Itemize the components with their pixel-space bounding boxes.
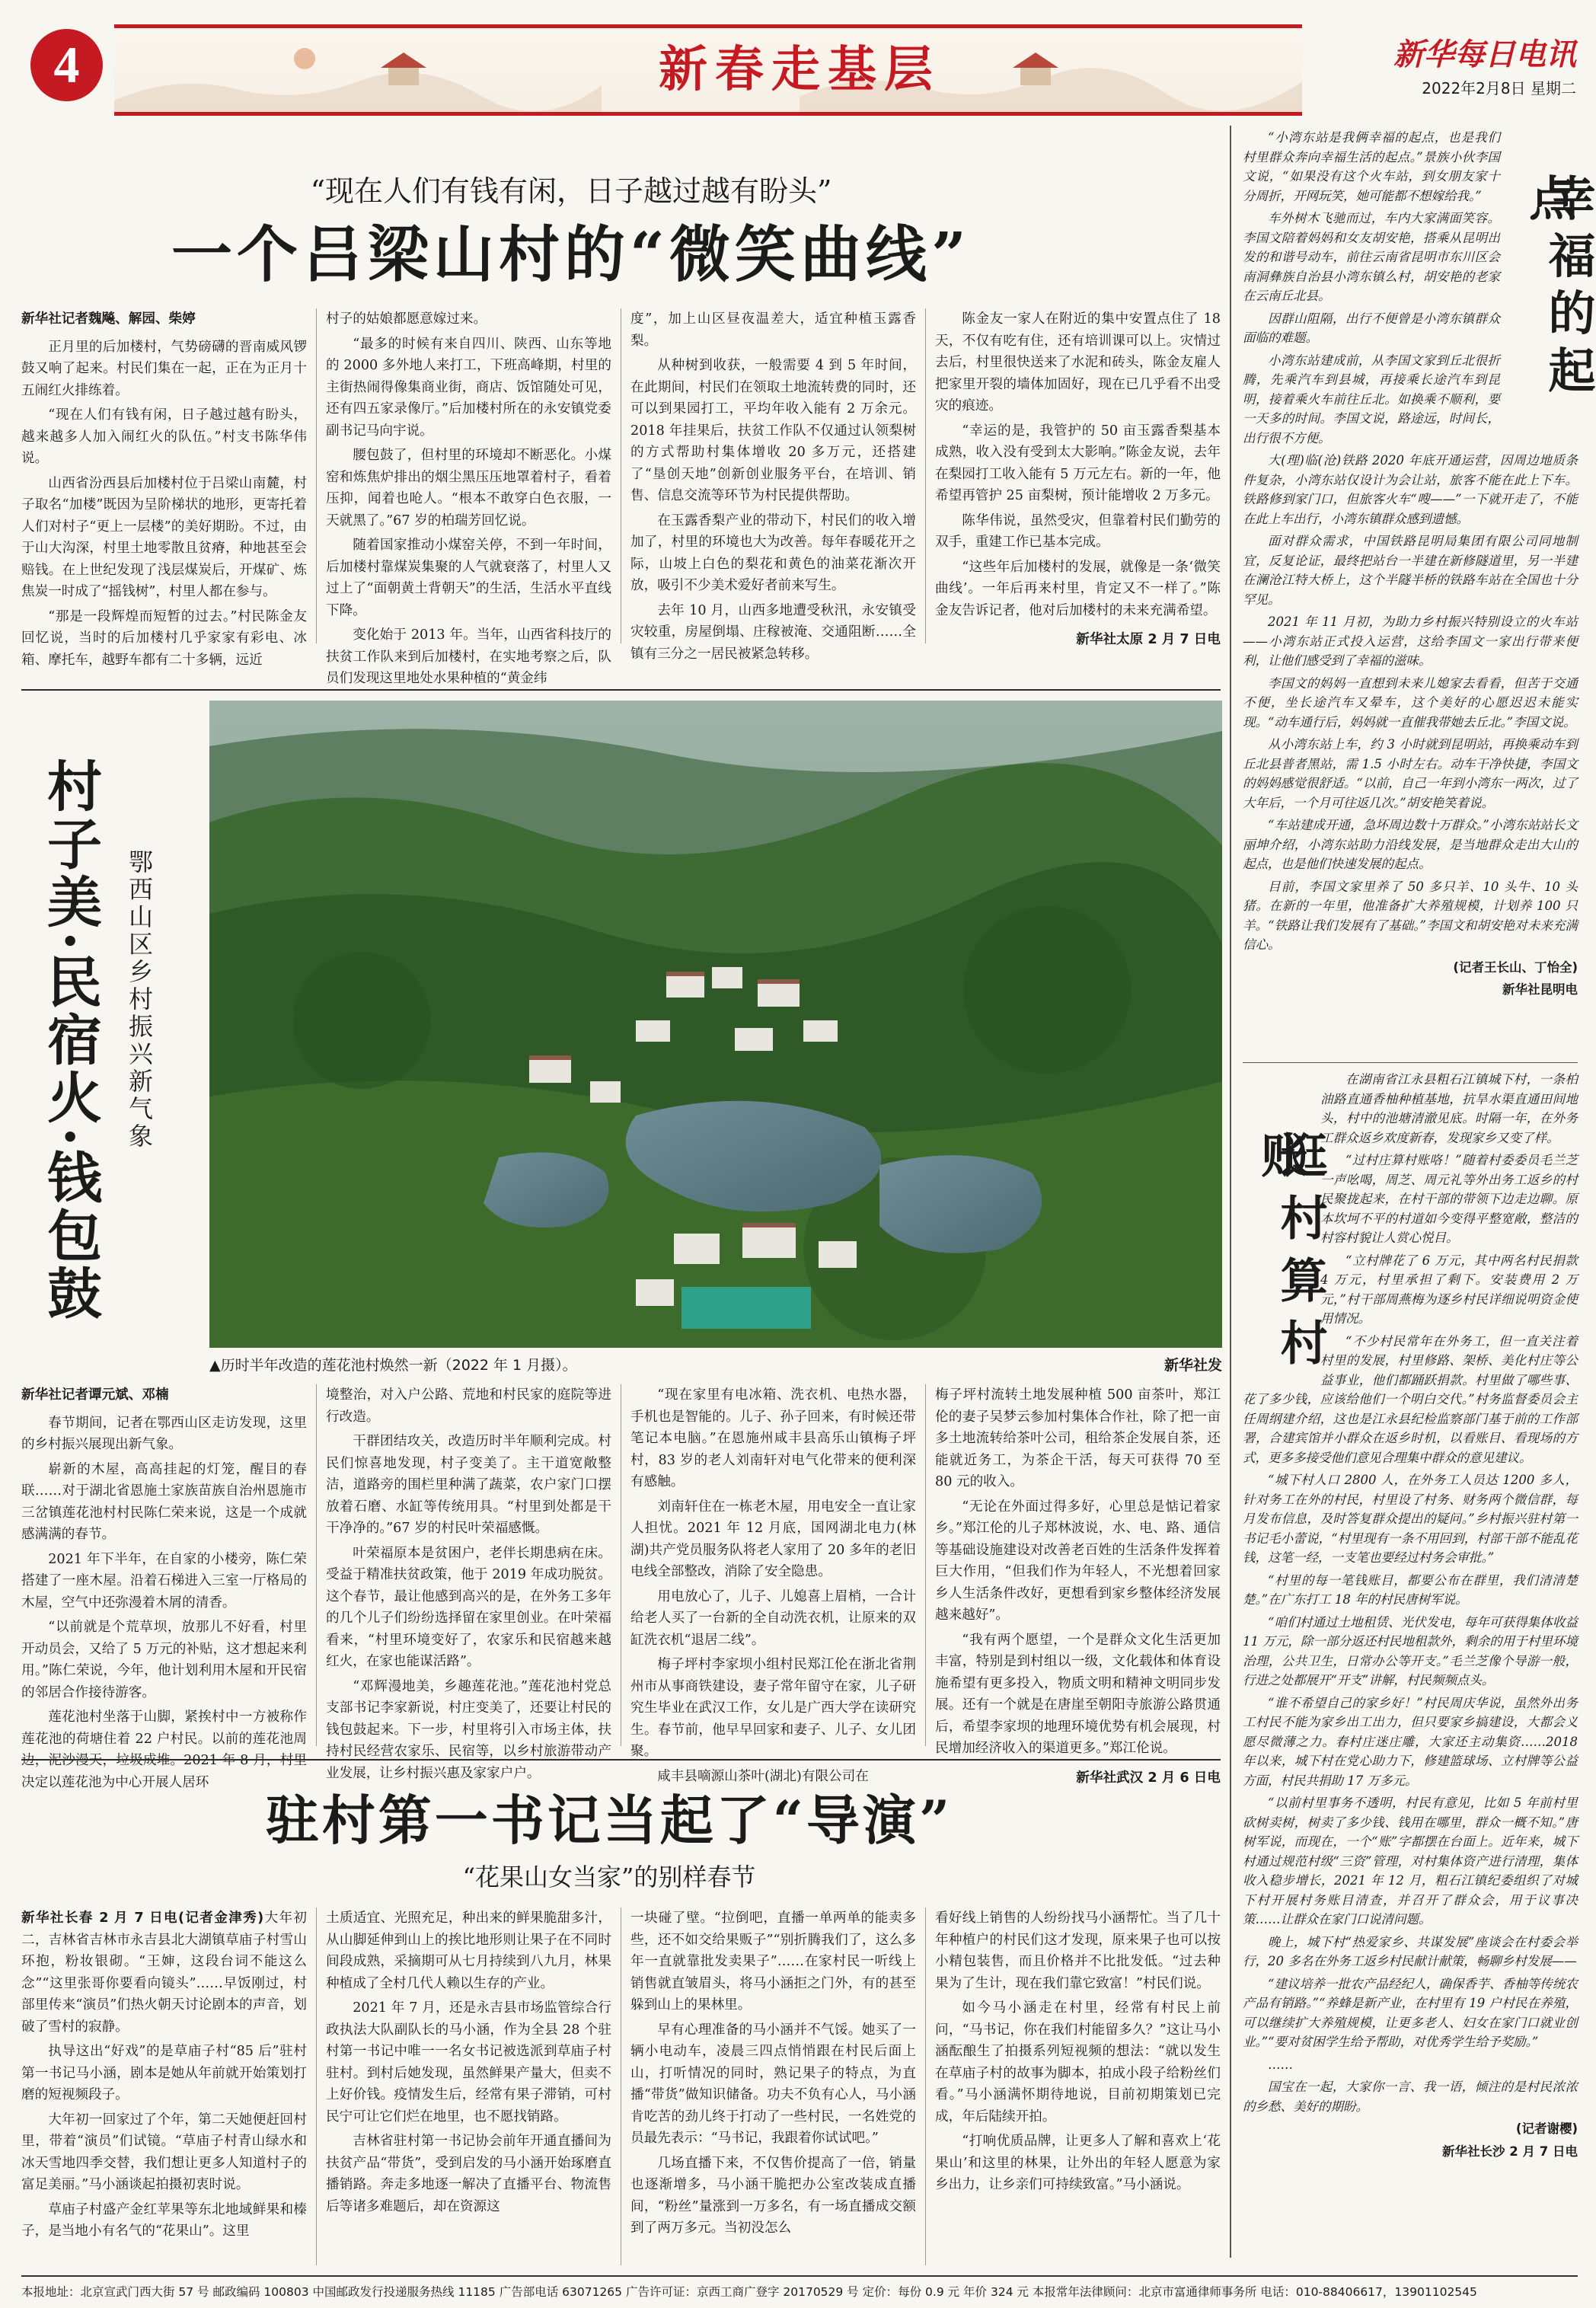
paragraph: 李国文的妈妈一直想到未来儿媳家去看看，但苦于交通不便，坐长途汽车又晕车，这个美好的心愿迟迟未能实现。“动车通行后，妈妈就一直催我带她去丘北。”李国文说。 xyxy=(1243,675,1578,729)
paragraph: 境整治，对入户公路、荒地和村民家的庭院等进行改造。 xyxy=(326,1387,611,1425)
paragraph: 土质适宜、光照充足，种出来的鲜果脆甜多汁，从山脚延伸到山上的挨比地形则让果子在不同时间段成熟，采摘期可从七月持续到八九月，林果种植成了全村几代人赖以生存的产业。 xyxy=(326,1911,611,1991)
section-divider xyxy=(1243,1062,1578,1063)
article3-kicker: “花果山女当家”的别样春节 xyxy=(462,1863,756,1891)
article2-column-4 xyxy=(935,1384,1221,1786)
issue-date: 2022年2月8日 星期二 xyxy=(1422,79,1576,97)
paragraph: 2021 年 11 月初，为助力乡村振兴特别设立的火车站——小湾东站正式投入运营，这给李国文一家出行带来便利，让他们感受到了幸福的滋味。 xyxy=(1243,615,1578,668)
paragraph: 村子的姑娘都愿意嫁过来。 xyxy=(326,311,487,327)
paragraph: 去年 10 月，山西多地遭受秋汛，永安镇受灾较重，房屋倒塌、庄稼被淹、交通阻断……全镇有三分之一居民被紧急转移。 xyxy=(630,602,916,662)
article1-byline: 新华社记者魏飚、解园、柴婷 xyxy=(21,311,196,327)
paragraph: 变化始于 2013 年。当年，山西省科技厅的扶贫工作队来到后加楼村，在实地考察之后，队员们发现这里地处水果种植的“黄金纬 xyxy=(326,627,611,686)
paragraph: 随着国家推动小煤窑关停，不到一年时间，后加楼村靠煤炭集聚的人气就衰落了，村里人又过上了“面朝黄土背朝天”的生活，生活水平直线下降。 xyxy=(326,538,611,618)
sidebar1-dateline: 新华社昆明电 xyxy=(1502,982,1578,997)
paragraph: “车站建成开通，急坏周边数十万群众。”小湾东站站长文丽坤介绍，小湾东站助力沿线发展，是当地群众走出大山的起点，也是他们快速发展的起点。 xyxy=(1243,818,1578,871)
article1-kicker: “现在人们有钱有闲，日子越过越有盼头” xyxy=(310,174,832,208)
column-divider xyxy=(316,1907,317,2265)
paragraph: “邓辉漫地美，乡趣莲花池。”莲花池村党总支部书记李家新说，村庄变美了，还要让村民的钱包鼓起来。下一步，村里将引入市场主体，扶持村民经营农家乐、民宿等，以乡村旅游带动产业发展，让乡村振兴惠及家家户户。 xyxy=(326,1678,611,1781)
paragraph: 度”，加上山区昼夜温差大，适宜种植玉露香梨。 xyxy=(630,311,916,349)
paragraph: 山西省汾西县后加楼村位于吕梁山南麓，村子取名“加楼”既因为呈阶梯状的地形，更寄托着人们对村子“更上一层楼”的美好期盼。不过，由于山大沟深，村里土地零散且贫瘠，种地甚至会赔钱。在上世纪发现了浅层煤炭后，开煤矿、炼焦炭一时成了“摇钱树”，村里人都在参与。 xyxy=(21,475,307,599)
paragraph: “过村庄算村账咯！”随着村委委员毛兰芝一声吆喝，周芝、周元礼等外出务工返乡的村民聚拢起来，在村干部的带领下边走边聊。原本坎坷不平的村道如今变得平整宽敞，整洁的村容村貌让人赏心悦目。 xyxy=(1320,1153,1578,1245)
paragraph: 干群团结攻关，改造历时半年顺利完成。村民们惊喜地发现，村子变美了。主干道宽敞整洁，道路旁的围栏里种满了蔬菜，农户家门口摆放着石磨、水缸等传统用具。“村里到处都是干干净净的。”67 岁的村民叶荣福感慨。 xyxy=(326,1434,611,1536)
paragraph: “现在家里有电冰箱、洗衣机、电热水器，手机也是智能的。儿子、孙子回来，有时候还带笔记本电脑。”在恩施州咸丰县高乐山镇梅子坪村，83 岁的老人刘南轩对电气化带来的便利深有感触。 xyxy=(630,1387,916,1489)
sidebar1-body xyxy=(1243,128,1596,1053)
paragraph: “那是一段辉煌而短暂的过去。”村民陈金友回忆说，当时的后加楼村几乎家家有彩电、冰箱、摩托车，越野车都有二十多辆，远近 xyxy=(21,608,307,668)
paragraph: 一块碰了壁。“拉倒吧，直播一单两单的能卖多些，还不如交给果贩子”“别折腾我们了，这么多年一直就靠批发卖果子”……在家村民一听线上销售就直皱眉头，将马小涵拒之门外，有的甚至躲到山上的果林里。 xyxy=(630,1911,916,2013)
paragraph: 腰包鼓了，但村里的环境却不断恶化。小煤窑和炼焦炉排出的烟尘黑压压地罩着村子，看着压抑，闻着也呛人。“根本不敢穿白色衣服，一天就黑了。”67 岁的柏瑞芳回忆说。 xyxy=(326,448,611,528)
paragraph: 叶荣福原本是贫困户，老伴长期患病在床。受益于精准扶贫政策，他于 2019 年成功脱贫。这个春节，最让他感到高兴的是，在外务工多年的几个儿子们纷纷选择留在家里创业。在叶荣福看来，“村里环境变好了，农家乐和民宿越来越红火，在家也能谋活路”。 xyxy=(326,1545,611,1669)
article3-column-4 xyxy=(935,1907,1221,2265)
paragraph: 执导这出“好戏”的是草庙子村“85 后”驻村第一书记马小涵，剧本是她从年前就开始策划打磨的短视频段子。 xyxy=(21,2044,307,2102)
village-aerial-photo xyxy=(209,701,1222,1348)
article1-column-3 xyxy=(630,308,916,662)
section-divider xyxy=(21,689,1221,691)
paragraph: “现在人们有钱有闲，日子越过越有盼头，越来越多人加入闹红火的队伍。”村支书陈华伟说。 xyxy=(21,407,307,466)
paragraph: “无论在外面过得多好，心里总是惦记着家乡。”郑江伦的儿子郑林波说，水、电、路、通信等基础设施建设对改善老百姓的生活条件发挥着巨大作用，“但我们作为年轻人，不光想着回家乡人生活条件改好，更想看到家乡整体经济发展越来越好”。 xyxy=(935,1499,1221,1623)
paragraph: 大(理)临(沧)铁路 2020 年底开通运营，因周边地质条件复杂，小湾东站仅设计为会让站，旅客不能在此上下车。铁路修到家门口，但旅客火车“嗖——”一下就开走了，不能在此上车出行，小湾东镇群众感到遗憾。 xyxy=(1243,453,1578,526)
article2-headline: 村子美·民宿火·钱包鼓 xyxy=(38,758,103,1323)
paragraph: 大年初一回家过了个年，第二天她便赶回村里，带着“演员”们试镜。“草庙子村青山绿水和冰天雪地四季交替，我们想让更多人知道村子的富足美丽。”马小涵谈起拍摄初衷时说。 xyxy=(21,2112,307,2192)
paragraph: 如今马小涵走在村里，经常有村民上前问，“马书记，你在我们村能留多久？”这让马小涵酝酿生了拍摄系列短视频的想法：“就以发生在草庙子村的故事为脚本，拍成小段子给粉丝们看。”马小涵满怀期待地说，目前初期策划已完成，年后陆续开拍。 xyxy=(935,2000,1221,2124)
photo-credit: 新华社发 xyxy=(1163,1357,1222,1374)
paragraph: 从种树到收获，一般需要 4 到 5 年时间，在此期间，村民们在领取土地流转费的同时，还可以到果园打工，平均年收入能有 2 万余元。2018 年挂果后，扶贫工作队不仅通过认领梨树的方式帮助村集体增收 20 多万元，还搭建了“垦创天地”创新创业服务平台，在培训、销售、信息交流等环节为村民提供帮助。 xyxy=(630,358,916,503)
paragraph: 用电放心了，儿子、儿媳喜上眉梢，一合计给老人买了一台新的全自动洗衣机，让原来的双缸洗衣机“退居二线”。 xyxy=(630,1588,916,1648)
paragraph: 莲花池村坐落于山脚，紧挨村中一方被称作莲花池的荷塘住着 22 户村民。以前的莲花池周边，泥沙漫天，垃圾成堆。2021 年 8 月，村里决定以莲花池为中心开展人居环 xyxy=(21,1709,307,1790)
page-number: 4 xyxy=(30,29,103,101)
footer-rule xyxy=(21,2275,1578,2277)
footer-info: 本报地址：北京宣武门西大街 57 号 邮政编码 100803 中国邮政发行投递服务热线 11185 广告部电话 63071265 广告许可证：京西工商广登字 20170529 号 定价：每份 0.9 元 年价 324 元 本报常年法律顾问：北京市富通律师事务所 电话：010-88406617，13901102545 xyxy=(21,2285,1477,2299)
paragraph: 在湖南省江永县粗石江镇城下村，一条柏油路直通香柚种植基地，抗旱水渠直通田间地头，村中的池塘清澈见底。时隔一年，在外务工群众返乡欢度新春，发现家乡又变了样。 xyxy=(1320,1072,1578,1145)
paragraph: 因群山阻隔，出行不便曾是小湾东镇群众面临的难题。 xyxy=(1243,311,1500,345)
article1-dateline: 新华社太原 2 月 7 日电 xyxy=(1076,632,1221,647)
sidebar2-headline: 逛村算村账 xyxy=(1253,1131,1328,1374)
article3-headline: 驻村第一书记当起了“导演” xyxy=(265,1789,953,1852)
article2-column-3 xyxy=(630,1384,916,1784)
column-divider xyxy=(925,308,926,643)
sidebar-divider xyxy=(1230,126,1231,2258)
article3-column-1 xyxy=(21,1907,307,2265)
paragraph: “建议培养一批农产品经纪人，确保香芋、香柚等传统农产品有销路。”“养蜂是新产业，在村里有 19 户村民在养殖，可以继续扩大养殖规模，让更多老人、妇女在家门口就业创业。”“要对贫困学生给予帮助，对优秀学生给予奖励。” xyxy=(1243,1976,1578,2049)
paragraph-text: 大年初二，吉林省吉林市永吉县北大湖镇草庙子村雪山环抱，粉妆银砌。“王婶，这段台词不能这么念”“这里张哥你要看向镜头”……早饭刚过，村部里传来“演员”们热火朝天讨论剧本的声音，划破了雪村的寂静。 xyxy=(21,1911,307,2035)
sidebar2-body xyxy=(1243,1070,1578,2265)
paragraph: 陈华伟说，虽然受灾，但靠着村民们勤劳的双手，重建工作已基本完成。 xyxy=(935,512,1221,550)
section-title: 新春走基层 xyxy=(659,41,940,98)
paragraph: 几场直播下来，不仅售价提高了一倍，销量也逐渐增多，马小涵干脆把办公室改装成直播间，“粉丝”量涨到一万多名，有一场直播成交额到了两万多元。当初没怎么 xyxy=(630,2155,916,2236)
paragraph: “以前就是个荒草坝，放那儿不好看，村里开动员会，又给了 5 万元的补贴，这才想起来利用。”陈仁荣说，今年，他计划利用木屋和开民宿的邻居合作接待游客。 xyxy=(21,1620,307,1700)
paragraph: 春节期间，记者在鄂西山区走访发现，这里的乡村振兴展现出新气象。 xyxy=(21,1415,307,1452)
article2-column-2 xyxy=(326,1384,611,1781)
paragraph: “这些年后加楼村的发展，就像是一条‘微笑曲线’。一年后再来村里，肯定又不一样了。”陈金友告诉记者，他对后加楼村的未来充满希望。 xyxy=(935,559,1221,618)
article2-dateline: 新华社武汉 2 月 6 日电 xyxy=(1076,1770,1221,1786)
sidebar1-headline: 幸福的起点 xyxy=(1521,174,1596,402)
article3-column-2 xyxy=(326,1907,611,2265)
paragraph: “村里的每一笔钱账目，都要公布在群里，我们清清楚楚。”在广东打工 18 年的村民唐树军说。 xyxy=(1243,1572,1578,1607)
paragraph: 在玉露香梨产业的带动下，村民们的收入增加了，村里的环境也大为改善。每年春暖花开之际，山坡上白色的梨花和黄色的油菜花渐次开放，吸引不少美术爱好者前来写生。 xyxy=(630,512,916,593)
article2-byline: 新华社记者谭元斌、邓楠 xyxy=(21,1387,169,1403)
paragraph: 目前，李国文家里养了 50 多只羊、10 头牛、10 头猪。在新的一年里，他准备扩大养殖规模，计划养 100 只羊。“铁路让我们发展有了基础。”李国文和胡安艳对未来充满信心。 xyxy=(1243,879,1578,952)
paragraph: “不少村民常年在外务工，但一直关注着村里的发展，村里修路、架桥、美化村庄等公益事业，他们都踊跃捐款。村里做了哪些事、花了多少钱，应该给他们一个明白交代。”村务监督委员会主任周纲建介绍，这也是江永县纪检监察部门基于前的工作部署，合建宾馆并小群众在返乡时机，以看账目、看现场的方式，更多多接受他们意见合理集中群众的意见建议。 xyxy=(1243,1333,1578,1465)
paragraph: “我有两个愿望，一个是群众文化生活更加丰富，特别是到村组以一级，文化载体和体育设施希望有更多投入，物质文明和精神文明同步发展。还有一个就是在唐崖至朝阳寺旅游公路贯通后，希望李家坝的地理环境优势有机会展现，村民增加经济收入的渠道更多。”郑江伦说。 xyxy=(935,1632,1221,1756)
paragraph: “以前村里事务不透明，村民有意见，比如 5 年前村里砍树卖树，树卖了多少钱、钱用在哪里，群众一概不知。”唐树军说，而现在，一个“账”字都摆在台面上。近年来，城下村通过规范村级“三资”管理，对村集体资产进行清理，集体收入稳步增长，2021 年 12 月，粗石江镇纪委组织了对城下村开展村务账目清查，并召开了群众会，用于议事决策……让群众在家门口说清问题。 xyxy=(1243,1796,1578,1927)
article1-column-2 xyxy=(326,308,611,686)
column-divider xyxy=(925,1907,926,2265)
article2-column-1 xyxy=(21,1384,307,1790)
sidebar2-dateline: 新华社长沙 2 月 7 日电 xyxy=(1442,2144,1578,2159)
paragraph: 晚上，城下村“热爱家乡、共谋发展”座谈会在村委会举行，20 多名在外务工返乡村民献计献策，畅聊乡村发展—— xyxy=(1243,1934,1578,1968)
paragraph: “谁不希望自己的家乡好！”村民周庆华说，虽然外出务工村民不能为家乡出工出力，但只要家乡搞建设，大都会义愿尽微薄之力。春村庄迷庄雕，大家还主动集资……2018 年以来，城下村在党心助力下，修建篮球场、立村牌等公益方面，村民共捐助 17 万多元。 xyxy=(1243,1695,1578,1788)
sidebar2-reporters: (记者谢樱) xyxy=(1515,2121,1578,2136)
paragraph: 梅子坪村流转土地发展种植 500 亩茶叶，郑江伦的妻子吴梦云参加村集体合作社，除了把一亩多土地流转给茶叶公司，租给茶企发展自茶，还能就近务工，为茶企干活，每天可获得 70 至 80 元的收入。 xyxy=(935,1387,1221,1489)
paragraph: 2021 年下半年，在自家的小楼旁，陈仁荣搭建了一座木屋。沿着石梯进入三室一厅格局的木屋，空气中还弥漫着木屑的清香。 xyxy=(21,1551,307,1610)
article3-column-3 xyxy=(630,1907,916,2265)
paragraph: 车外树木飞驰而过，车内大家满面笑容。李国文陪着妈妈和女友胡安艳，搭乘从昆明出发的和谐号动车，前往云南省昆明市东川区会南洞彝族自治县小湾东镇么村，胡安艳的老家在云南丘北县。 xyxy=(1243,211,1500,303)
paragraph: “幸运的是，我管护的 50 亩玉露香梨基本成熟，收入没有受到太大影响。”陈金友说，去年在梨园打工收入能有 5 万元左右。新的一年，他希望再管护 25 亩梨树，预计能增收 2 万多元。 xyxy=(935,423,1221,503)
paragraph: “咱们村通过土地租赁、光伏发电，每年可获得集体收益 11 万元，除一部分返还村民地租款外，剩余的用于村里环境治理，公共卫生，日常办公等开支。”毛兰芝像个导游一般，行进之处都展开“开支”讲解，村民频频点头。 xyxy=(1243,1614,1578,1687)
column-divider xyxy=(925,1384,926,1746)
photo-caption: ▲历时半年改造的莲花池村焕然一新（2022 年 1 月摄）。 xyxy=(209,1357,577,1374)
paragraph: 刘南轩住在一栋老木屋，用电安全一直让家人担忧。2021 年 12 月底，国网湖北电力(林湖)共产党员服务队将老人家用了 20 多年的老旧电线全部整改，消除了安全隐患。 xyxy=(630,1499,916,1579)
paragraph: 梅子坪村李家坝小组村民郑江伦在浙北省荆州市从事商铁建设，妻子常年留守在家，儿子研究生毕业在武汉工作，女儿是广西大学在读研究生。春节前，他早早回家和妻子、儿子、女儿团聚。 xyxy=(630,1657,916,1759)
article3-byline: 新华社长春 2 月 7 日电(记者金津秀) xyxy=(21,1911,264,1926)
column-divider xyxy=(316,1384,317,1746)
paragraph: 面对群众需求，中国铁路昆明局集团有限公司同地制宜，反复论证，最终把站台一半建在新修隧道里，另一半建在澜沧江特大桥上，这个半隧半桥的铁路车站在全国也十分罕见。 xyxy=(1243,534,1578,607)
paragraph: 看好线上销售的人纷纷找马小涵帮忙。当了几十年种植户的村民们这才发现，原来果子也可以按小精包装售，而且价格并不比批发低。“过去种果为了生计，现在我们靠它致富！”村民们说。 xyxy=(935,1911,1221,1991)
section-divider xyxy=(21,1759,1221,1761)
paragraph: “打响优质品牌，让更多人了解和喜欢上‘花果山’和这里的林果，让外出的年轻人愿意为家乡出力，让乡亲们可持续致富。”马小涵说。 xyxy=(935,2134,1221,2192)
column-divider xyxy=(316,308,317,643)
paragraph: 从小湾东站上车，约 3 小时就到昆明站，再换乘动车到丘北县普者黑站，需 1.5 小时左右。动车干净快捷，李国文的妈妈感觉很舒适。“以前，自己一年到小湾东一两次，过了大年后，一个月可往返几次。”胡安艳笑着说。 xyxy=(1243,737,1578,810)
paragraph: “城下村人口 2800 人，在外务工人员达 1200 多人，针对务工在外的村民，村里设了村务、财务两个微信群，每月发布信息，及时答复群众提出的疑问。”乡村振兴驻村第一书记毛小蕾说，“村里现有一条不用回到，村部干部不能乱花钱，这笔一经，一支笔也要经过村务会审批。” xyxy=(1243,1473,1578,1565)
paragraph: …… xyxy=(1268,2057,1293,2072)
article2-subheadline: 鄂西山区乡村振兴新气象 xyxy=(125,849,154,1151)
paragraph: 咸丰县嘀源山茶叶(湖北)有限公司在 xyxy=(657,1768,869,1784)
paragraph: 早有心理准备的马小涵并不气馁。她买了一辆小电动车，凌晨三四点悄悄跟在村民后面上山，打听情况的同时，熟记果子的特点，为直播“带货”做知识储备。功夫不负有心人，马小涵肯吃苦的劲儿终于打动了一些村民，一名姓党的员最先表示：“马书记，我跟着你试试吧。” xyxy=(630,2022,916,2146)
paragraph: “立村牌花了 6 万元，其中两名村民捐款 4 万元，村里承担了剩下。安装费用 2 万元，”村干部周燕梅为逐乡村民详细说明资金使用情况。 xyxy=(1320,1253,1578,1326)
article1-column-1 xyxy=(21,308,307,668)
paragraph: 崭新的木屋，高高挂起的灯笼，醒目的春联……对于湖北省恩施土家族苗族自治州恩施市三岔镇莲花池村村民陈仁荣来说，这是一个成就感满满的春节。 xyxy=(21,1461,307,1542)
paragraph: “最多的时候有来自四川、陕西、山东等地的 2000 多外地人来打工，下班高峰期，村里的主街热闹得像集商业街，商店、饭馆随处可见，还有四五家录像厅。”后加楼村所在的永安镇党委副书记马向宇说。 xyxy=(326,336,611,439)
paragraph: 吉林省驻村第一书记协会前年开通直播间为扶贫产品“带货”，受到启发的马小涵开始琢磨直播销路。奔走多地逐一解决了直播平台、物流售后等诸多难题后，却在资源这 xyxy=(326,2134,611,2214)
brand-logo: 新华每日电讯 xyxy=(1393,37,1576,72)
article1-column-4 xyxy=(935,308,1221,647)
paragraph: 草庙子村盛产金红苹果等东北地域鲜果和榛子，是当地小有名气的“花果山”。这里 xyxy=(21,2201,307,2239)
paragraph xyxy=(21,1907,307,2038)
paragraph: 2021 年 7 月，还是永吉县市场监管综合行政执法大队副队长的马小涵，作为全县 28 个驻村第一书记中唯一一名女书记被选派到草庙子村驻村。到村后她发现，虽然鲜果产量大，但卖不上好价钱。疫情发生后，经常有果子滞销，可村民宁可让它们烂在地里，也不愿找销路。 xyxy=(326,2000,611,2124)
paragraph: 国宝在一起，大家你一言、我一语，倾注的是村民浓浓的乡愁、美好的期盼。 xyxy=(1243,2080,1578,2114)
sidebar1-reporters: (记者王长山、丁怡全) xyxy=(1453,959,1578,975)
paragraph: 小湾东站建成前，从李国文家到丘北很折腾，先乘汽车到县城，再接乘长途汽车到昆明，接着乘火车前往丘北。如换乘不顺利，要一天多的时间。李国文说，路途远，时间长，出行很不方便。 xyxy=(1243,353,1500,445)
paragraph: 陈金友一家人在附近的集中安置点住了 18 天，不仅有吃有住，还有培训课可以上。灾情过去后，村里很快送来了水泥和砖头，陈金友雇人把家里开裂的墙体加固好，现在已几乎看不出受灾的痕迹。 xyxy=(935,311,1221,413)
article1-headline: 一个吕梁山村的“微笑曲线” xyxy=(171,219,972,290)
paragraph: 正月里的后加楼村，气势磅礴的晋南威风锣鼓又响了起来。村民们集在一起，正在为正月十五闹红火排练着。 xyxy=(21,339,307,398)
paragraph: “小湾东站是我俩幸福的起点，也是我们村里群众奔向幸福生活的起点。”景族小伙李国文说，“如果没有这个火车站，到女朋友家十分周折，开网玩笑，她可能都不想嫁给我。” xyxy=(1243,130,1500,203)
